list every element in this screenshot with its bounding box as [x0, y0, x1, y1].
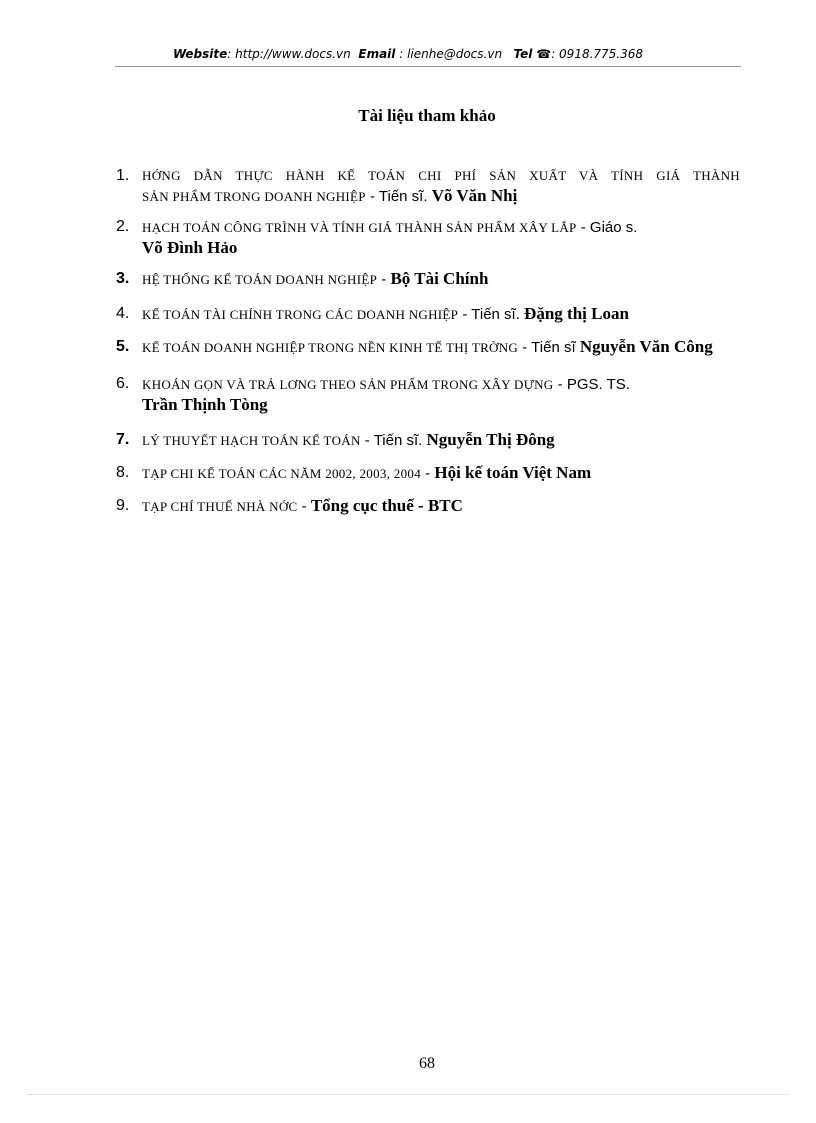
website-label: Website [172, 47, 228, 61]
reference-title: HẠCH TOÁN CÔNG TRÌNH VÀ TÍNH GIÁ THÀNH SẢN PHẨM XÂY LẮP [142, 220, 577, 235]
reference-number: 3. [116, 270, 130, 287]
email-label: Email [358, 47, 396, 61]
reference-number: 2. [116, 218, 130, 235]
reference-item-8 [116, 463, 740, 484]
page-title: Tài liệu tham khảo [358, 106, 496, 125]
reference-separator: - [421, 465, 435, 482]
reference-item-7 [116, 430, 740, 451]
reference-role: Tiến sĩ [531, 339, 580, 356]
reference-separator: - [576, 219, 590, 236]
footer-divider [28, 1094, 788, 1095]
reference-item-2 [116, 217, 740, 258]
reference-title: KHOÁN GỌN VÀ TRẢ LƠNG THEO SẢN PHẨM TRONG XÂY DỰNG [142, 377, 554, 392]
reference-separator: - [458, 306, 472, 323]
reference-author: Hội kế toán Việt Nam [434, 463, 592, 482]
reference-number: 4. [116, 305, 130, 322]
reference-role: Tiến sĩ. [471, 306, 525, 323]
reference-item-5 [116, 337, 740, 358]
tel-label: Tel [513, 47, 533, 61]
reference-list [116, 166, 740, 517]
reference-separator: - [365, 188, 379, 205]
reference-item-1 [116, 166, 740, 207]
reference-item-6 [116, 374, 740, 415]
reference-role: Giáo s. [589, 219, 638, 236]
reference-number: 7. [116, 431, 130, 448]
reference-number: 5. [116, 338, 130, 355]
reference-author: Nguyễn Thị Đông [426, 430, 555, 449]
reference-item-9 [116, 496, 740, 517]
tel-value: : 0918.775.368 [551, 47, 644, 61]
reference-separator: - [297, 498, 311, 515]
reference-title: LÝ THUYẾT HẠCH TOÁN KẾ TOÁN [142, 433, 361, 448]
reference-number: 8. [116, 464, 130, 481]
reference-item-4 [116, 304, 740, 325]
reference-number: 9. [116, 497, 130, 514]
reference-author: Trần Thịnh Tòng [142, 395, 268, 414]
reference-author: Nguyễn Văn Công [579, 337, 713, 356]
reference-title: KẾ TOÁN TÀI CHÍNH TRONG CÁC DOANH NGHIỆP [142, 307, 459, 322]
reference-author: Tổng cục thuế - BTC [310, 496, 463, 515]
header-divider [115, 66, 741, 67]
reference-author: Võ Đình Hảo [142, 238, 238, 257]
website-value: : http://www.docs.vn [227, 47, 351, 61]
reference-number: 6. [116, 375, 130, 392]
reference-separator: - [518, 339, 532, 356]
reference-title: TẠP CHI KẾ TOÁN CÁC NĂM 2002, 2003, 2004 [142, 466, 421, 481]
reference-title: HỚNG DẪN THỰC HÀNH KẾ TOÁN CHI PHÍ SẢN XUẤT VÀ TÍNH GIÁ THÀNH [142, 168, 740, 183]
page-header [0, 47, 816, 61]
reference-title: HỆ THỐNG KẾ TOÁN DOANH NGHIỆP [142, 272, 378, 287]
reference-author: Bộ Tài Chính [390, 269, 489, 288]
reference-item-3 [116, 269, 740, 290]
reference-number: 1. [116, 167, 130, 184]
reference-title-continued: SẢN PHẨM TRONG DOANH NGHIỆP [142, 189, 366, 204]
page-number: 68 [419, 1055, 435, 1072]
reference-separator: - [360, 432, 374, 449]
reference-role: Tiến sĩ. [373, 432, 427, 449]
reference-role: PGS. TS. [566, 376, 630, 393]
reference-separator: - [377, 271, 391, 288]
phone-icon: ☎ [536, 47, 552, 61]
reference-author: Võ Văn Nhị [431, 186, 518, 205]
reference-title: TẠP CHÍ THUẾ NHÀ NỚC [142, 499, 298, 514]
email-value: : lienhe@docs.vn [395, 47, 503, 61]
reference-role: Tiến sĩ. [378, 188, 432, 205]
reference-separator: - [553, 376, 567, 393]
reference-author: Đặng thị Loan [524, 304, 629, 323]
reference-title: KẾ TOÁN DOANH NGHIỆP TRONG NỀN KINH TẾ THỊ TRỜNG [142, 340, 519, 355]
